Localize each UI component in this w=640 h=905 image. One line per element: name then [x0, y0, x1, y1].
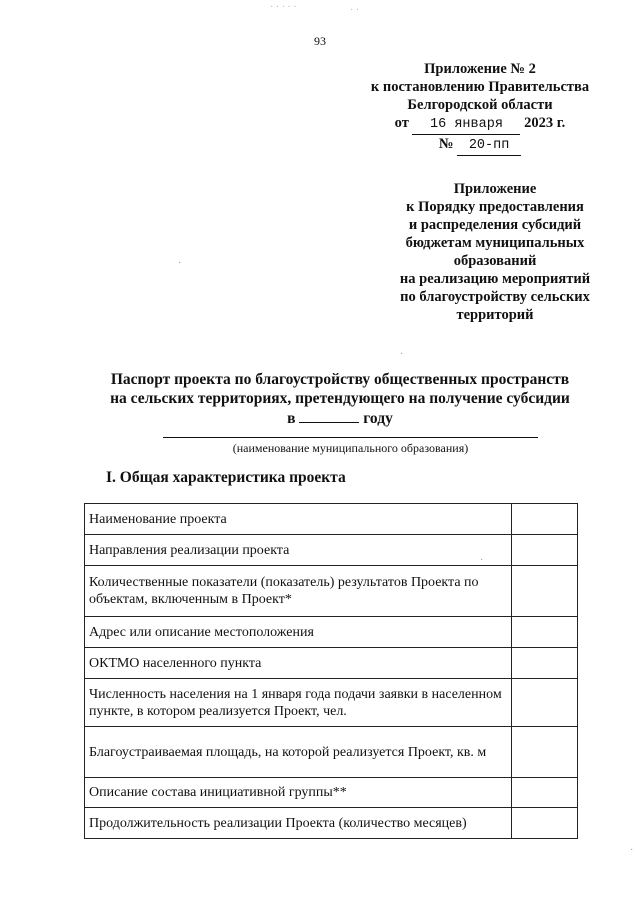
row-label: Численность населения на 1 января года подачи заявки в населенном пункте, в котором реализуется Проект, чел.	[85, 679, 512, 727]
row-label: Описание состава инициативной группы**	[85, 778, 512, 808]
municipality-blank-line	[163, 437, 538, 438]
row-value	[511, 727, 577, 778]
year-blank	[299, 408, 359, 423]
date-suffix: 2023 г.	[524, 115, 566, 131]
table-row	[85, 566, 578, 617]
table-row	[85, 808, 578, 839]
scan-speck: ·	[480, 555, 484, 566]
row-label: Благоустраиваемая площадь, на которой реализуется Проект, кв. м	[85, 727, 512, 778]
municipality-caption: (наименование муниципального образования)	[232, 441, 469, 455]
appendix-line: и распределения субсидий	[408, 217, 582, 233]
row-label: Направления реализации проекта	[85, 535, 512, 566]
row-value	[511, 778, 577, 808]
year-prefix: в	[287, 410, 296, 427]
row-value	[511, 648, 577, 679]
scan-speck: ·	[178, 258, 182, 269]
table-row	[85, 778, 578, 808]
year-suffix: году	[363, 410, 393, 427]
row-label: ОКТМО населенного пункта	[85, 648, 512, 679]
characteristics-table	[84, 503, 578, 839]
appendix-line: к Порядку предоставления	[406, 199, 584, 215]
appendix-block	[380, 180, 610, 324]
row-label: Количественные показатели (показатель) результатов Проекта по объектам, включенным в Проект*	[85, 566, 512, 617]
row-label: Наименование проекта	[85, 504, 512, 535]
approval-resolution: к постановлению Правительства	[370, 79, 590, 95]
section-heading: I. Общая характеристика проекта	[106, 469, 346, 486]
row-label: Продолжительность реализации Проекта (количество месяцев)	[85, 808, 512, 839]
appendix-line: территорий	[456, 307, 534, 323]
scan-speck: ·	[630, 845, 634, 856]
scan-speck: · · · · ·	[270, 2, 297, 13]
table-row	[85, 679, 578, 727]
page-number: 93	[314, 34, 326, 48]
row-value	[511, 679, 577, 727]
scan-speck: · ·	[350, 5, 360, 16]
row-value	[511, 566, 577, 617]
approval-block	[355, 60, 605, 156]
approval-number-line	[355, 135, 605, 156]
date-value: 16 января	[412, 116, 520, 135]
table-row	[85, 504, 578, 535]
row-value	[511, 535, 577, 566]
number-value: 20-пп	[457, 137, 521, 156]
row-label: Адрес или описание местоположения	[85, 617, 512, 648]
appendix-line: бюджетам муниципальных	[405, 235, 585, 251]
appendix-line: Приложение	[453, 181, 537, 197]
passport-title	[90, 370, 590, 428]
table-row	[85, 535, 578, 566]
row-value	[511, 617, 577, 648]
table-row	[85, 617, 578, 648]
row-value	[511, 808, 577, 839]
appendix-line: образований	[453, 253, 537, 269]
approval-date-line	[355, 114, 605, 135]
date-prefix: от	[394, 115, 409, 131]
appendix-line: по благоустройству сельских	[400, 289, 590, 305]
passport-year-line	[90, 408, 590, 428]
table-row	[85, 648, 578, 679]
appendix-line: на реализацию мероприятий	[399, 271, 591, 287]
scan-speck: ·	[400, 349, 404, 360]
passport-title-line1: Паспорт проекта по благоустройству общественных пространств	[110, 371, 570, 388]
table-row	[85, 727, 578, 778]
number-prefix: №	[438, 136, 454, 152]
approval-region: Белгородской области	[407, 97, 553, 113]
row-value	[511, 504, 577, 535]
passport-title-line2: на сельских территориях, претендующего на получение субсидии	[110, 390, 570, 407]
approval-title: Приложение № 2	[424, 61, 536, 77]
